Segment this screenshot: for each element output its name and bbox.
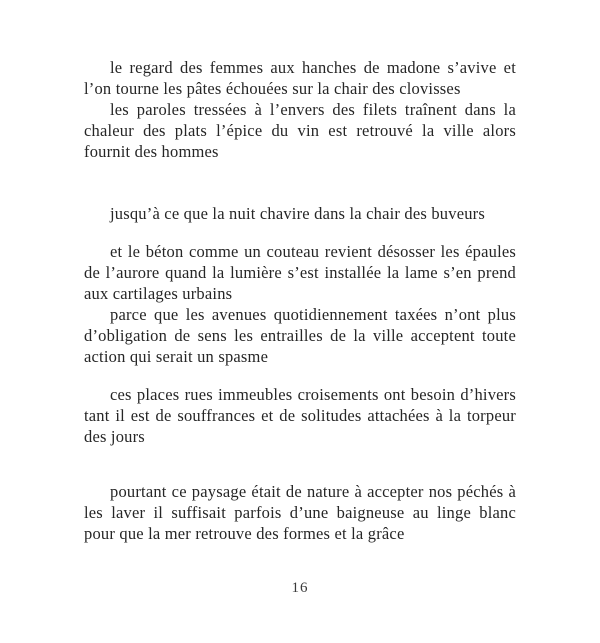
- poem-line: ces places rues immeubles croisements ont besoin d’hivers: [110, 385, 516, 404]
- stanza: [84, 57, 516, 162]
- paragraph: [84, 384, 516, 447]
- page-number: 16: [291, 580, 309, 596]
- poem-line: les paroles tressées à l’envers des filets traînent dans la: [110, 100, 516, 119]
- poem-line: chaleur des plats l’épice du vin est retrouvé la ville alors: [84, 121, 516, 140]
- stanza: [84, 203, 516, 224]
- poem-line: de l’aurore quand la lumière s’est installée la lame s’en prend: [84, 263, 516, 282]
- paragraph: [84, 304, 516, 367]
- stanza: [84, 481, 516, 544]
- poem-line: fournit des hommes: [84, 142, 219, 161]
- paragraph: [84, 99, 516, 162]
- paragraph: [84, 57, 516, 99]
- paragraph: [84, 241, 516, 304]
- poem-line: des jours: [84, 427, 145, 446]
- poem-line: aux cartilages urbains: [84, 284, 233, 303]
- paragraph: [84, 481, 516, 544]
- poem-line: pourtant ce paysage était de nature à accepter nos péchés à: [110, 482, 516, 501]
- poem-line: action qui serait un spasme: [84, 347, 269, 366]
- poem-line: jusqu’à ce que la nuit chavire dans la chair des buveurs: [110, 204, 485, 223]
- poem-line: l’on tourne les pâtes échouées sur la chair des clovisses: [84, 79, 461, 98]
- stanza: [84, 384, 516, 447]
- poem-line: le regard des femmes aux hanches de madone s’avive et: [110, 58, 516, 77]
- stanza: [84, 241, 516, 367]
- poem-line: d’obligation de sens les entrailles de la ville acceptent toute: [84, 326, 516, 345]
- poem-line: pour que la mer retrouve des formes et la grâce: [84, 524, 405, 543]
- poem-line: les laver il suffisait parfois d’une baigneuse au linge blanc: [84, 503, 516, 522]
- poem-line: et le béton comme un couteau revient désosser les épaules: [110, 242, 516, 261]
- poem-line: parce que les avenues quotidiennement taxées n’ont plus: [110, 305, 516, 324]
- paragraph: [84, 203, 516, 224]
- poem-text: [84, 57, 516, 544]
- poem-line: tant il est de souffrances et de solitudes attachées à la torpeur: [84, 406, 516, 425]
